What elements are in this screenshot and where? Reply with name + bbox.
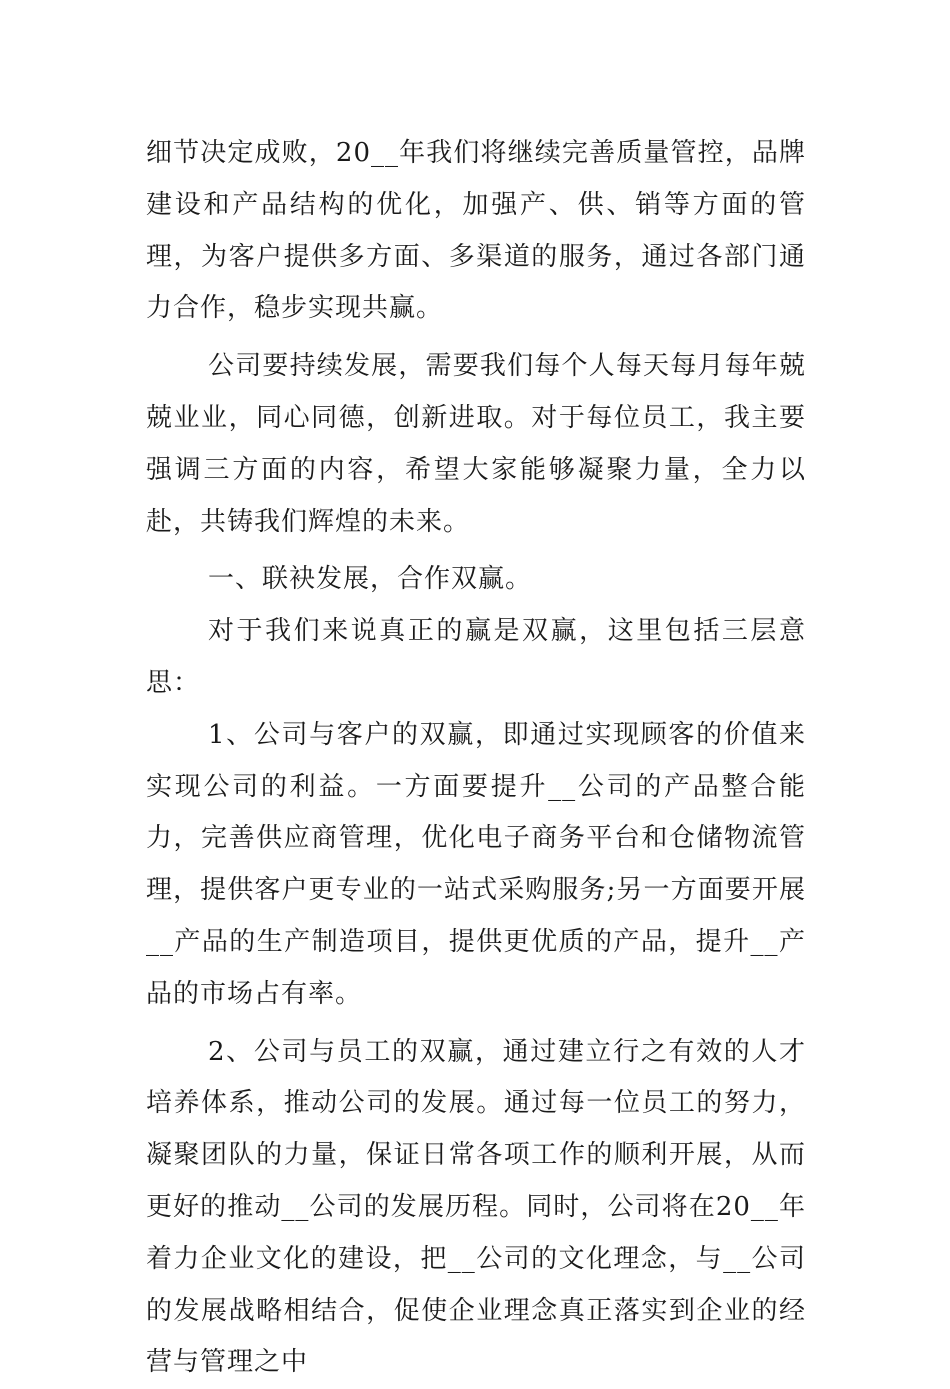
section-heading-win-win: 一、联袂发展，合作双赢。 [208,564,533,595]
paragraph-company-employee: 2、公司与员工的双赢，通过建立行之有效的人才培养体系，推动公司的发展。通过每一位员工的努力，凝聚团队的力量，保证日常各项工作的顺利开展，从而更好的推动__公司的发展历程。同时，公司将在20__年着力企业文化的建设，把__公司的文化理念，与__公司的发展战略相结合，促使企业理念真正落实到企业的经营与管理之中 [146,1036,806,1378]
paragraph-company-customer: 1、公司与客户的双赢，即通过实现顾客的价值来实现公司的利益。一方面要提升__公司的产品整合能力，完善供应商管理，优化电子商务平台和仓储物流管理，提供客户更专业的一站式采购服务;另一方面要开展__产品的生产制造项目，提供更优质的产品，提升__产品的市场占有率。 [146,719,806,1009]
document-body [146,128,806,1389]
paragraph-win-win-intro: 对于我们来说真正的赢是双赢，这里包括三层意思： [146,616,806,698]
paragraph-quality-control: 细节决定成败，20__年我们将继续完善质量管控，品牌建设和产品结构的优化，加强产、供、销等方面的管理，为客户提供多方面、多渠道的服务，通过各部门通力合作，稳步实现共赢。 [146,138,806,324]
paragraph-sustained-development: 公司要持续发展，需要我们每个人每天每月每年兢兢业业，同心同德，创新进取。对于每位员工，我主要强调三方面的内容，希望大家能够凝聚力量，全力以赴，共铸我们辉煌的未来。 [146,351,806,537]
